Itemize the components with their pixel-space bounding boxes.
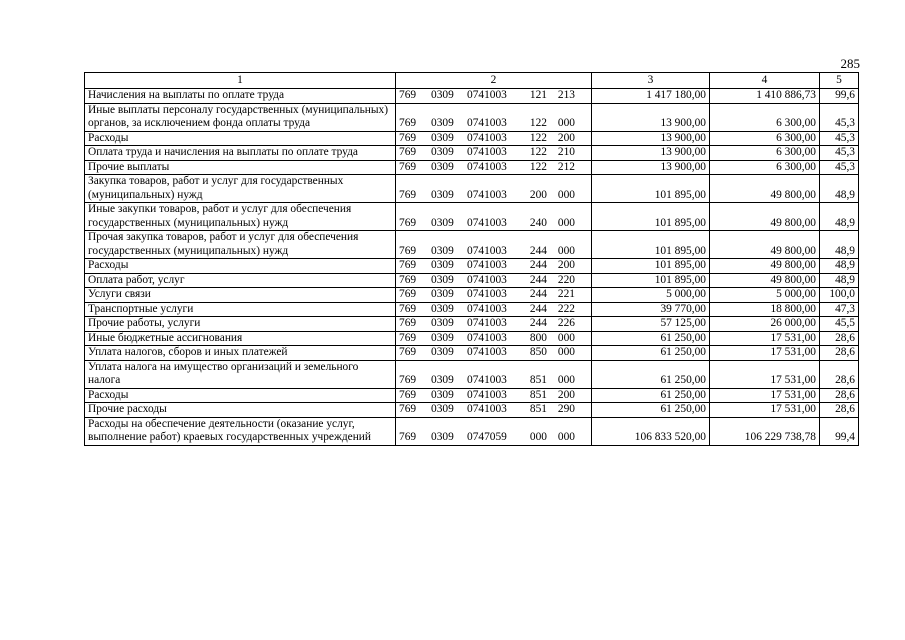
row-name: Иные выплаты персоналу государственных (муниципальных) органов, за исключением фонда оплаты труда [85,103,396,131]
row-fact-amount: 17 531,00 [710,346,820,361]
row-fact-amount: 1 410 886,73 [710,89,820,104]
table-row [85,317,859,332]
row-percent: 47,3 [820,302,859,317]
row-plan-amount: 39 770,00 [592,302,710,317]
code-target: 0741003 [467,346,507,358]
code-kosgu: 290 [557,403,575,415]
code-expense-type: 122 [529,131,547,144]
code-expense-type: 850 [529,346,547,358]
header-col-2: 2 [396,73,592,89]
code-section: 0309 [431,288,454,300]
row-percent: 99,4 [820,417,859,445]
row-code [396,160,592,175]
budget-table [84,72,859,446]
table-row [85,175,859,203]
code-section: 0309 [431,317,454,329]
row-name: Закупка товаров, работ и услуг для государственных (муниципальных) нужд [85,175,396,203]
code-target: 0741003 [467,403,507,415]
code-section: 0309 [431,89,454,101]
row-code [396,302,592,317]
row-percent: 28,6 [820,388,859,403]
code-section: 0309 [431,259,454,271]
table-row [85,89,859,104]
table-row [85,388,859,403]
table-row [85,302,859,317]
row-fact-amount: 49 800,00 [710,231,820,259]
row-fact-amount: 49 800,00 [710,203,820,231]
code-kosgu: 000 [557,188,575,201]
row-fact-amount: 18 800,00 [710,302,820,317]
row-percent: 45,3 [820,131,859,146]
code-section: 0309 [431,431,454,443]
row-fact-amount: 49 800,00 [710,259,820,274]
code-ministry: 769 [399,431,417,443]
row-fact-amount: 5 000,00 [710,288,820,303]
row-plan-amount: 1 417 180,00 [592,89,710,104]
row-code [396,417,592,445]
row-code [396,288,592,303]
row-percent: 100,0 [820,288,859,303]
code-kosgu: 000 [557,244,575,257]
code-target: 0741003 [467,216,507,229]
row-name: Оплата работ, услуг [85,273,396,288]
row-fact-amount: 17 531,00 [710,403,820,418]
code-section: 0309 [431,146,454,158]
code-kosgu: 221 [557,288,575,300]
code-kosgu: 200 [557,131,575,144]
row-percent: 45,3 [820,103,859,131]
row-plan-amount: 106 833 520,00 [592,417,710,445]
table-row [85,273,859,288]
table-row [85,231,859,259]
code-ministry: 769 [399,160,417,173]
code-target: 0741003 [467,117,507,129]
table-row [85,103,859,131]
code-section: 0309 [431,302,454,315]
row-percent: 45,5 [820,317,859,332]
row-plan-amount: 13 900,00 [592,146,710,161]
row-name: Расходы на обеспечение деятельности (оказание услуг, выполнение работ) краевых государственных учреждений [85,417,396,445]
row-name: Начисления на выплаты по оплате труда [85,89,396,104]
row-code [396,103,592,131]
code-kosgu: 000 [557,117,575,129]
code-kosgu: 210 [557,146,575,158]
row-percent: 48,9 [820,231,859,259]
table-row [85,131,859,146]
row-code [396,131,592,146]
code-expense-type: 121 [529,89,547,101]
row-fact-amount: 17 531,00 [710,331,820,346]
row-name: Услуги связи [85,288,396,303]
code-target: 0741003 [467,317,507,329]
code-section: 0309 [431,160,454,173]
row-plan-amount: 13 900,00 [592,131,710,146]
header-col-3: 3 [592,73,710,89]
code-target: 0741003 [467,374,507,386]
code-ministry: 769 [399,117,417,129]
row-name: Расходы [85,131,396,146]
row-plan-amount: 101 895,00 [592,203,710,231]
code-section: 0309 [431,131,454,144]
code-kosgu: 220 [557,273,575,286]
row-percent: 48,9 [820,175,859,203]
row-percent: 45,3 [820,160,859,175]
row-plan-amount: 61 250,00 [592,403,710,418]
table-row [85,417,859,445]
code-ministry: 769 [399,188,417,201]
code-expense-type: 244 [529,259,547,271]
table-row [85,331,859,346]
row-code [396,346,592,361]
code-ministry: 769 [399,317,417,329]
code-section: 0309 [431,388,454,401]
row-percent: 45,3 [820,146,859,161]
row-fact-amount: 49 800,00 [710,175,820,203]
row-name: Уплата налога на имущество организаций и земельного налога [85,360,396,388]
code-section: 0309 [431,273,454,286]
row-percent: 99,6 [820,89,859,104]
code-target: 0741003 [467,259,507,271]
row-code [396,360,592,388]
row-name: Прочие работы, услуги [85,317,396,332]
row-percent: 48,9 [820,259,859,274]
row-fact-amount: 6 300,00 [710,103,820,131]
code-section: 0309 [431,188,454,201]
row-name: Транспортные услуги [85,302,396,317]
row-percent: 28,6 [820,360,859,388]
code-kosgu: 000 [557,331,575,344]
row-plan-amount: 13 900,00 [592,160,710,175]
row-plan-amount: 61 250,00 [592,360,710,388]
row-fact-amount: 6 300,00 [710,160,820,175]
table-row [85,288,859,303]
table-row [85,360,859,388]
page-number: 285 [840,56,860,71]
row-fact-amount: 106 229 738,78 [710,417,820,445]
row-code [396,175,592,203]
code-expense-type: 244 [529,288,547,300]
row-plan-amount: 101 895,00 [592,259,710,274]
row-percent: 48,9 [820,273,859,288]
code-target: 0741003 [467,244,507,257]
code-kosgu: 213 [557,89,575,101]
code-target: 0741003 [467,146,507,158]
code-target: 0741003 [467,131,507,144]
row-name: Оплата труда и начисления на выплаты по оплате труда [85,146,396,161]
code-ministry: 769 [399,89,417,101]
row-plan-amount: 61 250,00 [592,331,710,346]
table-body [85,89,859,446]
row-name: Прочие расходы [85,403,396,418]
row-code [396,89,592,104]
code-section: 0309 [431,403,454,415]
row-code [396,317,592,332]
code-expense-type: 244 [529,273,547,286]
row-code [396,259,592,274]
code-expense-type: 244 [529,244,547,257]
code-ministry: 769 [399,331,417,344]
row-percent: 28,6 [820,403,859,418]
code-target: 0741003 [467,273,507,286]
row-plan-amount: 61 250,00 [592,388,710,403]
code-expense-type: 244 [529,302,547,315]
code-kosgu: 200 [557,388,575,401]
code-target: 0741003 [467,288,507,300]
code-kosgu: 212 [557,160,575,173]
code-target: 0741003 [467,89,507,101]
code-ministry: 769 [399,403,417,415]
row-name: Расходы [85,388,396,403]
code-expense-type: 851 [529,374,547,386]
table-row [85,203,859,231]
header-col-4: 4 [710,73,820,89]
code-target: 0747059 [467,431,507,443]
code-target: 0741003 [467,188,507,201]
code-ministry: 769 [399,244,417,257]
row-fact-amount: 6 300,00 [710,131,820,146]
row-name: Иные бюджетные ассигнования [85,331,396,346]
code-target: 0741003 [467,302,507,315]
code-expense-type: 244 [529,317,547,329]
code-kosgu: 200 [557,259,575,271]
row-percent: 28,6 [820,346,859,361]
code-kosgu: 000 [557,216,575,229]
code-ministry: 769 [399,388,417,401]
row-name: Иные закупки товаров, работ и услуг для обеспечения государственных (муниципальных) нужд [85,203,396,231]
row-plan-amount: 101 895,00 [592,231,710,259]
code-section: 0309 [431,346,454,358]
code-kosgu: 000 [557,346,575,358]
code-ministry: 769 [399,374,417,386]
header-col-1: 1 [85,73,396,89]
code-expense-type: 800 [529,331,547,344]
code-kosgu: 000 [557,374,575,386]
header-col-5: 5 [820,73,859,89]
row-plan-amount: 101 895,00 [592,175,710,203]
code-ministry: 769 [399,273,417,286]
table-row [85,403,859,418]
code-ministry: 769 [399,346,417,358]
row-code [396,203,592,231]
code-expense-type: 000 [529,431,547,443]
code-expense-type: 122 [529,146,547,158]
row-plan-amount: 101 895,00 [592,273,710,288]
code-target: 0741003 [467,331,507,344]
code-expense-type: 200 [529,188,547,201]
code-ministry: 769 [399,302,417,315]
table-row [85,160,859,175]
code-ministry: 769 [399,216,417,229]
code-section: 0309 [431,117,454,129]
row-code [396,388,592,403]
row-code [396,403,592,418]
row-plan-amount: 5 000,00 [592,288,710,303]
code-expense-type: 122 [529,117,547,129]
code-section: 0309 [431,374,454,386]
code-expense-type: 122 [529,160,547,173]
row-name: Прочие выплаты [85,160,396,175]
code-section: 0309 [431,331,454,344]
row-fact-amount: 49 800,00 [710,273,820,288]
code-kosgu: 222 [557,302,575,315]
code-section: 0309 [431,244,454,257]
row-plan-amount: 13 900,00 [592,103,710,131]
row-percent: 48,9 [820,203,859,231]
code-expense-type: 851 [529,403,547,415]
row-name: Расходы [85,259,396,274]
table-row [85,259,859,274]
code-kosgu: 226 [557,317,575,329]
row-name: Прочая закупка товаров, работ и услуг для обеспечения государственных (муниципальных) нужд [85,231,396,259]
code-section: 0309 [431,216,454,229]
code-ministry: 769 [399,259,417,271]
header-row [85,73,859,89]
code-target: 0741003 [467,160,507,173]
row-fact-amount: 26 000,00 [710,317,820,332]
row-fact-amount: 17 531,00 [710,360,820,388]
code-ministry: 769 [399,131,417,144]
row-code [396,273,592,288]
code-kosgu: 000 [557,431,575,443]
code-expense-type: 851 [529,388,547,401]
code-target: 0741003 [467,388,507,401]
row-plan-amount: 61 250,00 [592,346,710,361]
row-code [396,146,592,161]
code-expense-type: 240 [529,216,547,229]
row-plan-amount: 57 125,00 [592,317,710,332]
code-ministry: 769 [399,288,417,300]
row-code [396,231,592,259]
row-name: Уплата налогов, сборов и иных платежей [85,346,396,361]
row-fact-amount: 17 531,00 [710,388,820,403]
row-fact-amount: 6 300,00 [710,146,820,161]
table-row [85,346,859,361]
row-code [396,331,592,346]
row-percent: 28,6 [820,331,859,346]
table-row [85,146,859,161]
code-ministry: 769 [399,146,417,158]
